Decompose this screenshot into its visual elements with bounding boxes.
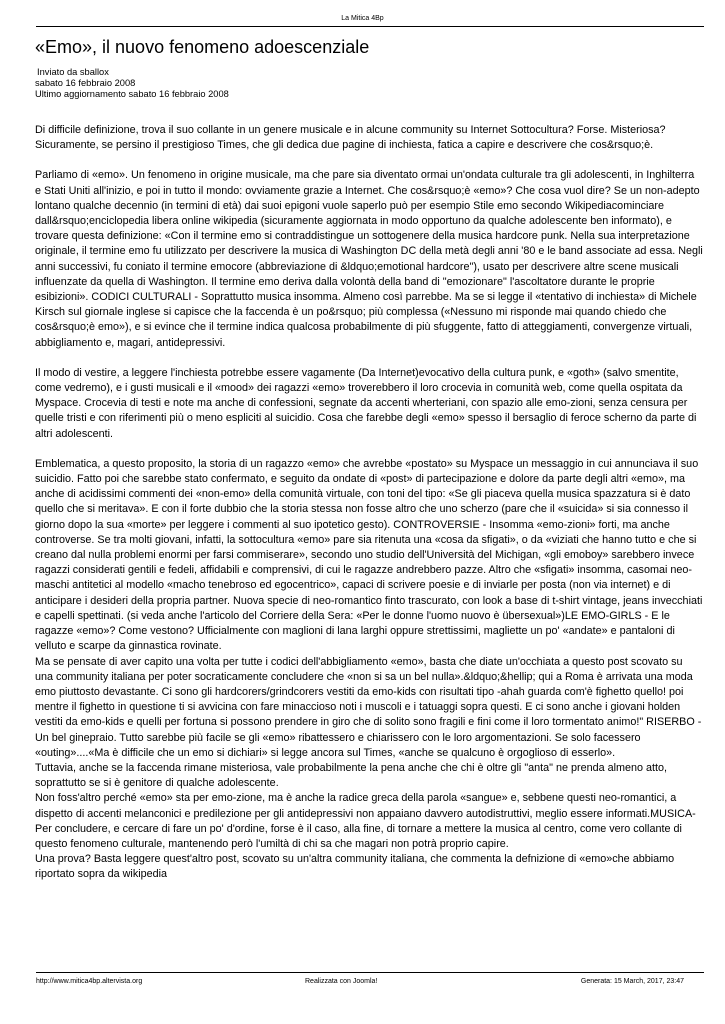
- paragraph-6: Tuttavia, anche se la faccenda rimane misteriosa, vale probabilmente la pena anche che chi è oltre gli "anta" ne prenda almeno atto, soprattutto se si è genitore di qualche adolescente.: [35, 761, 668, 790]
- paragraph-4: Emblematica, a questo proposito, la storia di un ragazzo «emo» che avrebbe «postato» su Myspace un messaggio in cui annunciava il suo suicidio. Fatto poi che sarebbe stato confermato, e seguito da ondate di «post» di partecipazione e dolore da parte degli altri «emo», ma anche di acidissimi commenti dei «non-emo» della comunità virtuale, con toni del tipo: «Se gli piaceva quella musica spazzatura si è dato quello che si meritava». E con il forte dubbio che la storia stessa non fosse altro che uno scherzo (pare che il «suicida» si sia connesso il giorno dopo la sua «morte» per leggere i commenti al suo ipotetico gesto). CONTROVERSIE - Insomma «emo-zioni» forti, ma anche controverse. Se tra molti giovani, infatti, la sottocultura «emo» pare sia ritenuta una «cosa da sfigati», o da «viziati che hanno tutto e che si creano dal nulla problemi enormi per farsi commiserare», secondo uno studio dell'Università del Michigan, «gli emoboy» sarebbero invece ragazzi considerati gentili e fedeli, affidabili e comprensivi, di cui le ragazze andrebbero pazze. Altro che «sfigati» insomma, casomai neo-maschi antitetici al modello «macho tenebroso ed egocentrico», capaci di scrivere poesie e di inviarle per posta (non via internet) e di anticipare i desideri della propria partner. Nuova specie di neo-romantico finto trascurato, con look a base di t-shirt vintage, jeans invecchiati e capelli spettinati. (si veda anche l'articolo del Corriere della Sera: «Per le donne l'uomo nuovo è übersexual»)LE EMO-GIRLS - E le ragazze «emo»? Come vestono? Ufficialmente con maglioni di lana larghi oppure strettissimi, magliette un po' «andate» e pantaloni di velluto e scarpe da ginnastica rovinate.: [35, 457, 703, 653]
- footer-site-url[interactable]: http://www.mitica4bp.altervista.org: [36, 978, 143, 985]
- date-line: sabato 16 febbraio 2008: [35, 78, 136, 88]
- article-meta: [35, 67, 229, 100]
- footer-divider: [36, 972, 704, 973]
- paragraph-7: Non foss'altro perché «emo» sta per emo-zione, ma è anche la radice greca della parola «sangue» e, sebbene questi neo-romantici, a dispetto di accenti melanconici e predilezione per gli antidepressivi non appaiano davvero autodistruttivi, meglio essere informati.MUSICA- Per concludere, e cercare di fare un po' d'ordine, forse è il caso, alla fine, di tornare a mettere la musica al centro, come vero collante di questo fenomeno culturale, mantenendo però l'umiltà di chi sa che magari non potrà proprio capire.: [35, 792, 696, 850]
- article-body: [35, 123, 703, 883]
- header-divider: [36, 26, 704, 27]
- footer-generated-date: Generata: 15 March, 2017, 23:47: [580, 978, 684, 985]
- site-name: La Mitica 4Bp: [341, 15, 384, 22]
- author-line: Inviato da sballox: [37, 67, 109, 77]
- updated-line: Ultimo aggiornamento sabato 16 febbraio 2008: [35, 89, 229, 99]
- paragraph-3: Il modo di vestire, a leggere l'inchiesta potrebbe essere vagamente (Da Internet)evocativo della cultura punk, e «goth» (salvo smentite, come vedremo), e i gusti musicali e il «mood» dei ragazzi «emo» troverebbero il loro crocevia in comunità web, come quella ospitata da Myspace. Crocevia di testi e note ma anche di confessioni, segnate da accenti wherteriani, con spazio alle emo-zioni, senza censura per quelle tristi e con riferimenti più o meno espliciti al suicidio. Cosa che farebbe degli «emo» spesso il bersaglio di feroce scherno da parte di altri adolescenti.: [35, 366, 697, 440]
- paragraph-5: Ma se pensate di aver capito una volta per tutte i codici dell'abbigliamento «emo», basta che diate un'occhiata a questo post scovato su una community italiana per poter socraticamente concludere che «non si sa un bel nulla».&ldquo;&hellip; qui a Roma è arrivata una moda emo piuttosto devastante. Ci sono gli hardcorers/grindcorers vestiti da emo-kids con risultati tipo -ahah guarda com'è fighetto quello! poi mentre il fighetto in questione ti si avvicina con fare minaccioso noti i muscoli e i tatuaggi sopra questi. E ci sono anche i giovani holden vestiti da emo-kids e quelli per fortuna si possono prendere in giro che di solito sono fragili e fini come il loro tormentato animo!" RISERBO - Un bel ginepraio. Tutto sarebbe più facile se gli «emo» ribattessero e chiarissero con le loro argomentazioni. Se solo facessero «outing»....«Ma è difficile che un emo si dichiari» si legge ancora sul Times, «anche se qualcuno è orgoglioso di esserlo».: [35, 655, 702, 759]
- paragraph-2: Parliamo di «emo». Un fenomeno in origine musicale, ma che pare sia diventato ormai un'ondata culturale tra gli adolescenti, in Inghilterra e Stati Uniti all'inizio, e poi in tutto il mondo: ovviamente grazie a Internet. Che cos&rsquo;è «emo»? Che cosa vuol dire? Se un non-adepto lontano qualche decennio (in termini di età) dai suoi epigoni vuole saperlo può per esempio Stile emo secondo Wikipediacominciare dall&rsquo;enciclopedia libera online wikipedia (sicuramente aggiornata in modo opportuno da qualche adolescente ben informato), e trovare questa definizione: «Con il termine emo si contraddistingue un sottogenere della musica hardcore punk. Nella sua interpretazione originale, il termine emo fu utilizzato per descrivere la musica di Washington DC della metà degli anni '80 e le band associate ad essa. Negli anni successivi, fu coniato il termine emocore (abbreviazione di &ldquo;emotional hardcore"), usato per descrivere altre scene musicali influenzate da quella di Washington. Il termine emo deriva dalla volontà della band di "emozionare" l'ascoltatore durante le proprie esibizioni». CODICI CULTURALI - Soprattutto musica insomma. Almeno così parrebbe. Ma se si legge il «tentativo di inchiesta» di Michele Kirsch sul giornale inglese si capisce che la faccenda è un po&rsquo; più complessa («Nessuno mi risponde mai quando chiedo che cos&rsquo;è emo»), e si evince che il termine indica qualcosa probabilmente di più sfuggente, fatto di atteggiamenti, convergenze virtuali, abbigliamento e, magari, antidepressivi.: [35, 169, 703, 349]
- paragraph-1: Di difficile definizione, trova il suo collante in un genere musicale e in alcune community su Internet Sottocultura? Forse. Misteriosa? Sicuramente, se persino il prestigioso Times, che gli dedica due pagine di inchiesta, fatica a capire e descrivere che cos&rsquo;è.: [35, 124, 666, 152]
- footer-powered-by: Realizzata con Joomla!: [305, 978, 378, 985]
- paragraph-8: Una prova? Basta leggere quest'altro post, scovato su un'altra community italiana, che commenta la defnizione di «emo»che abbiamo riportato sopra da wikipedia: [35, 853, 675, 881]
- article-title: «Emo», il nuovo fenomeno adoescenziale: [35, 37, 370, 57]
